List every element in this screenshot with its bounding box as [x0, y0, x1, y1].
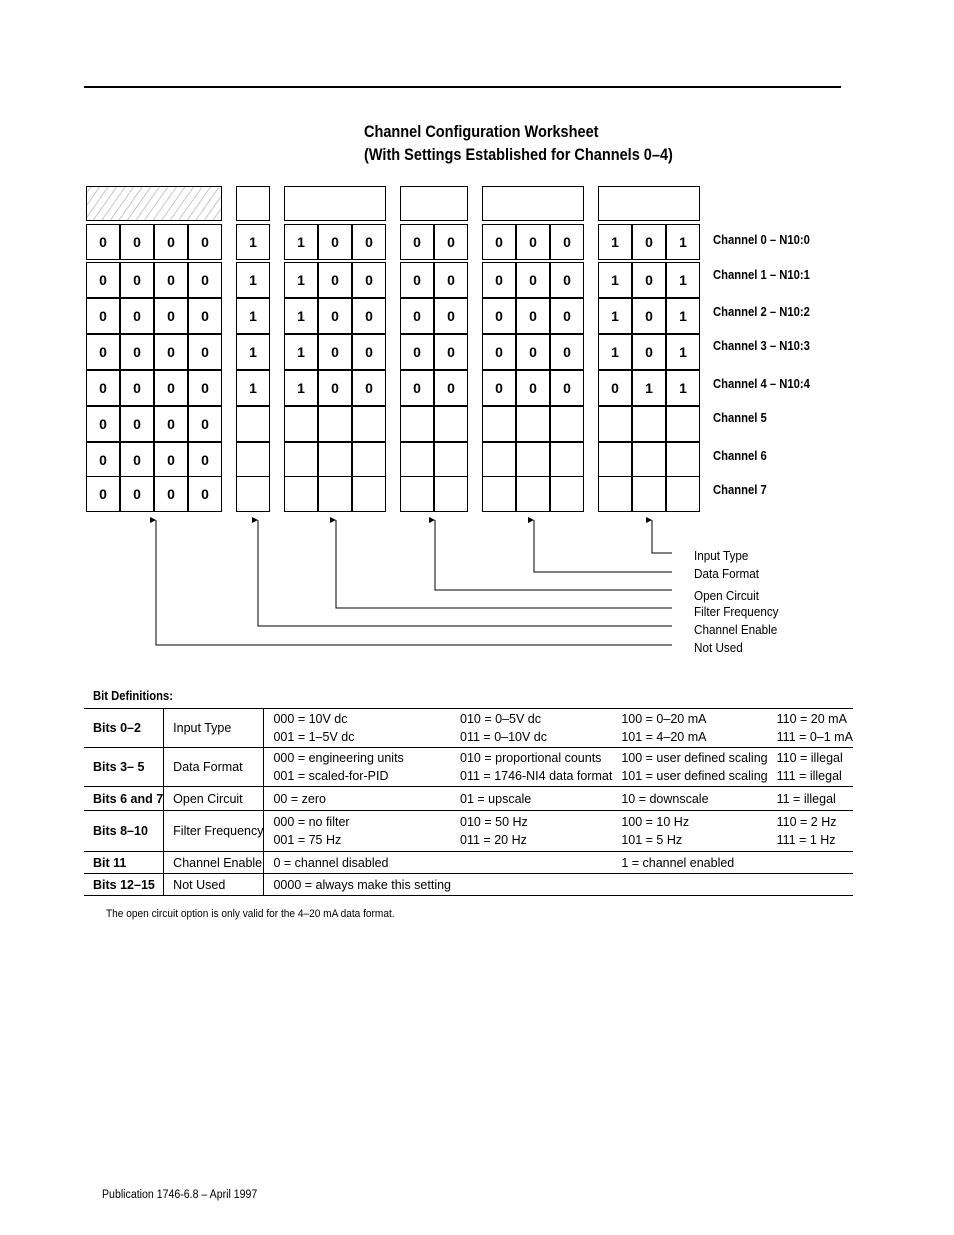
bit-cell: 0	[154, 262, 188, 298]
bits-cell: Bits 8–10	[84, 811, 164, 852]
value-line: 011 = 0–10V dc	[460, 730, 548, 744]
bit-cell: 0	[86, 476, 120, 512]
value-line: 111 = 0–1 mA	[776, 730, 853, 744]
bit-cell: 0	[516, 334, 550, 370]
bit-cell: 0	[86, 334, 120, 370]
value-line: 000 = no filter	[273, 815, 350, 829]
value-line: 101 = user defined scaling	[621, 769, 768, 783]
bit-cell: 1	[284, 224, 318, 260]
bit-cell: 0	[188, 476, 222, 512]
bit-cell: 0	[550, 262, 584, 298]
bit-cell: 0	[434, 224, 468, 260]
value-cell	[451, 811, 612, 852]
value-line: 010 = 0–5V dc	[460, 712, 541, 726]
bit-cell: 0	[188, 262, 222, 298]
bit-cell: 1	[632, 370, 666, 406]
bit-cell: 0	[120, 370, 154, 406]
channel-label: Channel 6	[713, 449, 767, 463]
value-line: 001 = 1–5V dc	[273, 730, 355, 744]
bit-cell: 0	[482, 262, 516, 298]
value-cell	[612, 709, 767, 748]
bit-cell: 0	[188, 224, 222, 260]
bit-cell: 0	[482, 298, 516, 334]
bit-cell: 0	[154, 298, 188, 334]
bit-cell: 1	[666, 334, 700, 370]
channel-label: Channel 3 – N10:3	[713, 339, 810, 353]
bit-cell: 0	[632, 298, 666, 334]
table-row	[84, 811, 853, 852]
bit-cell: 0	[516, 262, 550, 298]
bit-cell: 0	[120, 334, 154, 370]
table-row	[84, 852, 853, 874]
bit-cell: 0	[120, 406, 154, 442]
bit-cell: 1	[598, 334, 632, 370]
bit-cell: 0	[86, 262, 120, 298]
bit-cell: 1	[598, 224, 632, 260]
bit-cell: 0	[632, 224, 666, 260]
value-line: 00 = zero	[273, 791, 326, 806]
bit-cell: 0	[516, 370, 550, 406]
value-line: 001 = scaled-for-PID	[273, 769, 389, 783]
filter-frequency-leader	[336, 520, 672, 608]
bit-cell: 0	[550, 334, 584, 370]
value-line: 111 = 1 Hz	[776, 833, 836, 847]
title-line-2: (With Settings Established for Channels 0–4)	[364, 146, 673, 164]
value-line: 101 = 5 Hz	[621, 833, 683, 847]
value-line: 110 = 2 Hz	[776, 815, 837, 829]
bit-cell: 0	[154, 224, 188, 260]
value-cell	[612, 811, 767, 852]
value-cell	[451, 787, 612, 811]
value-line: 010 = 50 Hz	[460, 815, 528, 829]
bit-cell: 0	[482, 334, 516, 370]
field-name-cell: Input Type	[164, 709, 264, 748]
bit-cell: 0	[434, 262, 468, 298]
bits-cell: Bits 12–15	[84, 874, 164, 896]
bit-cell: 0	[352, 262, 386, 298]
bit-cell: 0	[400, 334, 434, 370]
bit-cell: 1	[236, 262, 270, 298]
channel-enable-leader	[258, 520, 672, 626]
bit-cell: 0	[120, 262, 154, 298]
bit-cell: 0	[632, 334, 666, 370]
bit-cell: 1	[666, 370, 700, 406]
value-cell	[264, 852, 451, 874]
bit-cell: 0	[550, 370, 584, 406]
bit-cell: 0	[120, 224, 154, 260]
open-circuit-leader	[435, 520, 672, 590]
value-line: 1 = channel enabled	[621, 855, 735, 870]
channel-label: Channel 5	[713, 411, 767, 425]
legend-open-circuit: Open Circuit	[694, 588, 760, 603]
bit-cell: 0	[318, 334, 352, 370]
value-cell	[264, 787, 451, 811]
value-line: 100 = 10 Hz	[621, 815, 690, 829]
value-line: 110 = illegal	[776, 751, 843, 765]
bit-cell: 1	[666, 262, 700, 298]
channel-label: Channel 0 – N10:0	[713, 233, 810, 247]
value-line: 011 = 1746-NI4 data format	[460, 769, 613, 783]
bit-cell: 0	[188, 370, 222, 406]
value-cell	[768, 709, 853, 748]
table-row	[84, 874, 853, 896]
value-cell	[264, 811, 451, 852]
bit-cell: 0	[598, 370, 632, 406]
bit-cell: 0	[86, 298, 120, 334]
bit-cell: 1	[284, 262, 318, 298]
bit-cell: 0	[632, 262, 666, 298]
bit-cell: 0	[400, 224, 434, 260]
value-cell	[768, 748, 853, 787]
bit-cell: 0	[86, 406, 120, 442]
bit-cell: 0	[434, 370, 468, 406]
value-cell	[768, 811, 853, 852]
bit-definitions-title: Bit Definitions:	[93, 689, 174, 703]
value-line: 000 = 10V dc	[273, 712, 348, 726]
channel-label: Channel 4 – N10:4	[713, 377, 810, 391]
publication-footer: Publication 1746-6.8 – April 1997	[102, 1189, 258, 1201]
bit-cell: 0	[318, 298, 352, 334]
table-row	[84, 787, 853, 811]
bit-cell: 0	[352, 298, 386, 334]
bit-cell: 0	[318, 224, 352, 260]
bit-cell: 1	[284, 370, 318, 406]
channel-label: Channel 7	[713, 483, 767, 497]
table-row	[84, 748, 853, 787]
legend-channel-enable: Channel Enable	[694, 622, 778, 637]
bit-cell: 1	[598, 262, 632, 298]
bit-cell: 1	[666, 224, 700, 260]
bit-cell: 0	[400, 298, 434, 334]
bits-cell: Bit 11	[84, 852, 164, 874]
bit-cell: 0	[86, 370, 120, 406]
bits-cell: Bits 0–2	[84, 709, 164, 748]
bit-cell: 0	[516, 224, 550, 260]
bit-cell: 0	[188, 334, 222, 370]
bit-cell: 1	[236, 370, 270, 406]
bit-cell: 1	[284, 334, 318, 370]
bit-cell: 0	[352, 224, 386, 260]
value-cell	[768, 852, 853, 874]
title-line-1: Channel Configuration Worksheet	[364, 123, 599, 141]
bit-cell: 0	[434, 334, 468, 370]
legend-not-used: Not Used	[694, 640, 743, 655]
bit-definitions-table	[84, 708, 853, 896]
bit-cell: 0	[352, 370, 386, 406]
legend-filter-frequency: Filter Frequency	[694, 604, 779, 619]
field-name-cell: Filter Frequency	[164, 811, 264, 852]
legend-input-type: Input Type	[694, 548, 749, 563]
table-row	[84, 709, 853, 748]
bit-cell: 1	[236, 298, 270, 334]
value-cell	[264, 874, 451, 896]
bit-cell: 0	[154, 442, 188, 478]
bit-cell: 0	[188, 406, 222, 442]
bit-cell: 0	[516, 298, 550, 334]
bit-cell: 0	[400, 370, 434, 406]
bit-cell: 1	[236, 334, 270, 370]
data-format-leader	[534, 520, 672, 572]
value-cell	[451, 709, 612, 748]
bit-cell: 0	[550, 224, 584, 260]
value-line: 100 = user defined scaling	[621, 751, 768, 765]
field-name-cell: Open Circuit	[164, 787, 264, 811]
channel-label: Channel 1 – N10:1	[713, 268, 810, 282]
legend-data-format: Data Format	[694, 566, 760, 581]
value-cell	[264, 709, 451, 748]
value-cell	[264, 748, 451, 787]
field-name-cell: Data Format	[164, 748, 264, 787]
bit-cell: 0	[434, 298, 468, 334]
input-type-leader	[652, 520, 672, 553]
bit-cell: 0	[86, 224, 120, 260]
bit-cell: 1	[236, 224, 270, 260]
bit-cell: 1	[598, 298, 632, 334]
value-line: 010 = proportional counts	[460, 751, 602, 765]
bit-cell: 0	[154, 476, 188, 512]
value-cell	[768, 874, 853, 896]
bit-cell: 0	[400, 262, 434, 298]
bits-cell: Bits 6 and 7	[84, 787, 164, 811]
bit-cell: 0	[86, 442, 120, 478]
bit-cell: 0	[550, 298, 584, 334]
value-cell	[451, 874, 612, 896]
value-cell	[612, 787, 767, 811]
value-line: 100 = 0–20 mA	[621, 712, 707, 726]
value-line: 10 = downscale	[621, 791, 709, 806]
field-name-cell: Not Used	[164, 874, 264, 896]
bit-cell: 0	[318, 262, 352, 298]
value-line: 111 = illegal	[776, 769, 842, 783]
value-cell	[612, 852, 767, 874]
bit-cell: 0	[154, 334, 188, 370]
bit-cell: 0	[188, 442, 222, 478]
bit-cell: 0	[352, 334, 386, 370]
bit-cell: 0	[482, 224, 516, 260]
value-cell	[451, 852, 612, 874]
bit-cell: 0	[482, 370, 516, 406]
field-name-cell: Channel Enable	[164, 852, 264, 874]
value-line: 11 = illegal	[776, 791, 836, 806]
value-line: 110 = 20 mA	[776, 712, 847, 726]
value-line: 000 = engineering units	[273, 751, 404, 765]
value-line: 0 = channel disabled	[273, 855, 389, 870]
bit-cell: 0	[120, 298, 154, 334]
open-circuit-note: The open circuit option is only valid for the 4–20 mA data format.	[106, 908, 395, 920]
value-line: 101 = 4–20 mA	[621, 730, 707, 744]
value-cell	[768, 787, 853, 811]
bit-cell: 1	[666, 298, 700, 334]
bit-cell: 0	[120, 442, 154, 478]
bit-cell: 1	[284, 298, 318, 334]
bit-cell: 0	[154, 370, 188, 406]
bit-cell: 0	[318, 370, 352, 406]
value-cell	[612, 874, 767, 896]
bit-cell: 0	[154, 406, 188, 442]
value-line: 001 = 75 Hz	[273, 833, 342, 847]
value-line: 011 = 20 Hz	[460, 833, 527, 847]
bits-cell: Bits 3– 5	[84, 748, 164, 787]
value-cell	[612, 748, 767, 787]
value-line: 01 = upscale	[460, 791, 532, 806]
value-cell	[451, 748, 612, 787]
channel-label: Channel 2 – N10:2	[713, 305, 810, 319]
value-line: 0000 = always make this setting	[273, 877, 452, 892]
bit-cell: 0	[120, 476, 154, 512]
bit-cell: 0	[188, 298, 222, 334]
